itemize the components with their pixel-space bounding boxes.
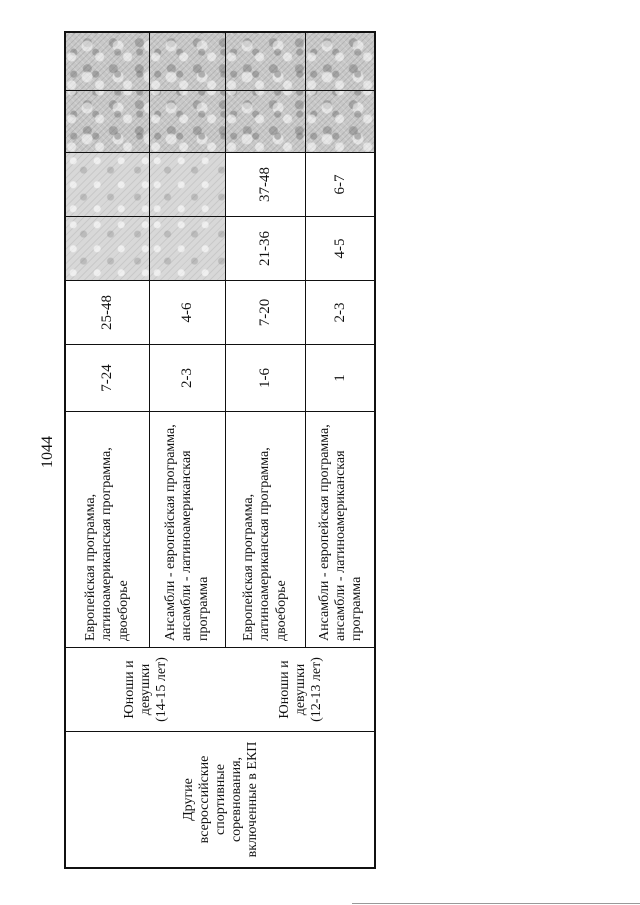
competition-category: Другие всероссийские спортивные соревнования, включенные в ЕКП xyxy=(66,731,376,867)
program-row-2: Ансамбли - европейская программа, ансамбли - латиноамериканская программа xyxy=(150,411,226,647)
shaded-empty-cell xyxy=(66,31,150,90)
value-row-3-col-1: 1-6 xyxy=(226,344,306,411)
shaded-empty-cell xyxy=(66,216,150,280)
shaded-empty-cell xyxy=(150,152,226,216)
value-row-3-col-2: 7-20 xyxy=(226,280,306,344)
shaded-empty-cell xyxy=(306,90,376,152)
shaded-empty-cell xyxy=(150,216,226,280)
table-grid xyxy=(64,31,376,869)
shaded-empty-cell xyxy=(226,31,306,90)
value-row-2-col-2: 4-6 xyxy=(150,280,226,344)
scan-edge-line xyxy=(352,903,640,904)
value-row-2-col-1: 2-3 xyxy=(150,344,226,411)
shaded-empty-cell xyxy=(150,31,226,90)
page-number: 1044 xyxy=(39,436,56,469)
value-row-1-col-1: 7-24 xyxy=(66,344,150,411)
value-row-3-col-3: 21-36 xyxy=(226,216,306,280)
value-row-4-col-4: 6-7 xyxy=(306,152,376,216)
value-row-4-col-1: 1 xyxy=(306,344,376,411)
value-row-4-col-2: 2-3 xyxy=(306,280,376,344)
program-row-1: Европейская программа, латиноамериканская программа, двоеборье xyxy=(66,411,150,647)
age-group-14-15: Юноши и девушки (14-15 лет) xyxy=(66,647,226,731)
rotated-results-table xyxy=(64,31,376,869)
shaded-empty-cell xyxy=(66,90,150,152)
shaded-empty-cell xyxy=(226,90,306,152)
value-row-3-col-4: 37-48 xyxy=(226,152,306,216)
age-group-12-13: Юноши и девушки (12-13 лет) xyxy=(226,647,376,731)
shaded-empty-cell xyxy=(306,31,376,90)
program-row-4: Ансамбли - европейская программа, ансамбли - латиноамериканская программа xyxy=(306,411,376,647)
shaded-empty-cell xyxy=(66,152,150,216)
program-row-3: Европейская программа, латиноамериканская программа, двоеборье xyxy=(226,411,306,647)
shaded-empty-cell xyxy=(150,90,226,152)
value-row-1-col-2: 25-48 xyxy=(66,280,150,344)
value-row-4-col-3: 4-5 xyxy=(306,216,376,280)
